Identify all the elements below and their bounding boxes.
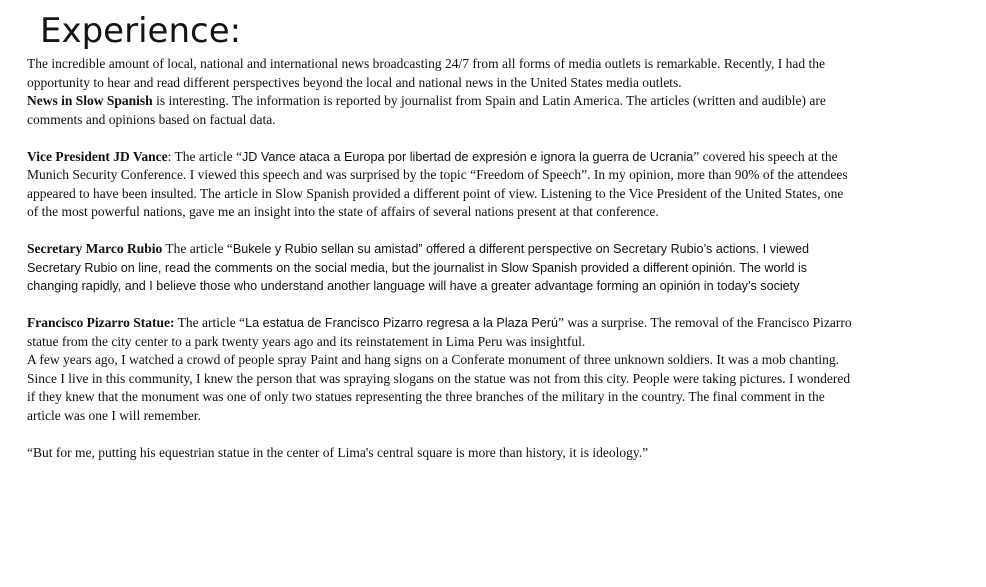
rubio-paragraph: [27, 240, 857, 296]
pizarro-text: ” was a surprise. The removal of the Francisco Pizarro statue from the city center to a park twenty years ago and its reinstatement in Lima Peru was insightful.: [27, 315, 852, 349]
closing-quote: “But for me, putting his equestrian statue in the center of Lima's central square is more than history, it is ideology.”: [27, 444, 649, 460]
vance-text-lead: : The article “: [167, 148, 242, 164]
vance-article-title: JD Vance ataca a Europa por libertad de expresión e ignora la guerra de Ucrania: [241, 149, 694, 164]
rubio-article-title: Bukele y Rubio sellan su amistad: [232, 242, 419, 256]
monument-paragraph: A few years ago, I watched a crowd of people spray Paint and hang signs on a Conferate monument of three unknown soldiers. It was a mob chanting. Since I live in this community, I knew the person that was spraying slogans on the statue was not from this city. People were taking pictures. I wondered if they knew that the monument was one of only two statues representing the three branches of the military in the country. The final comment in the article was one I will remember.: [27, 352, 851, 423]
intro-paragraph: The incredible amount of local, national and international news broadcasting 24/7 from all forms of media outlets is remarkable. Recently, I had the opportunity to hear and read different perspectives beyond the local and national news in the United States media outlets.: [27, 56, 825, 90]
vance-paragraph: [27, 148, 857, 222]
spacer: [27, 129, 857, 148]
pizarro-paragraph: [27, 314, 857, 351]
spacer: [27, 296, 857, 315]
rubio-text-lead: The article “: [162, 241, 233, 256]
vance-heading: Vice President JD Vance: [27, 148, 168, 164]
spacer: [27, 222, 857, 241]
body-text: [27, 55, 857, 462]
vance-text: ” covered his speech at the Munich Security Conference. I viewed this speech and was surprised by the topic “Freedom of Speech”. In my opinion, more than 90% of the attendees appeared to have been insulted. The article in Slow Spanish provided a different point of view. Listening to the Vice President of the United States, one of the most powerful nations, gave me an insight into the state of affairs of several nations present at that conference.: [27, 148, 848, 219]
pizarro-article-title: La estatua de Francisco Pizarro regresa a la Plaza Perú: [245, 316, 558, 330]
slow-spanish-heading: News in Slow Spanish: [27, 93, 153, 108]
rubio-text: ” offered a different perspective on Secretary Rubio’s actions. I viewed Secretary Rubio on line, read the comments on the social media, but the journalist in Slow Spanish provided a different opinión. The world is changing rapidly, and I believe those who understand another language will have a greater advantage forming an opinión in today’s society: [27, 242, 809, 293]
pizarro-heading: Francisco Pizarro Statue:: [27, 315, 175, 330]
slow-spanish-text: is interesting. The information is reported by journalist from Spain and Latin America. The articles (written and audible) are comments and opinions based on factual data.: [27, 93, 826, 127]
spacer: [27, 425, 857, 444]
rubio-heading: Secretary Marco Rubio: [27, 241, 163, 256]
slow-spanish-paragraph: [27, 92, 857, 129]
pizarro-text-lead: The article “: [174, 315, 246, 330]
slide-title: Experience:: [40, 11, 242, 51]
